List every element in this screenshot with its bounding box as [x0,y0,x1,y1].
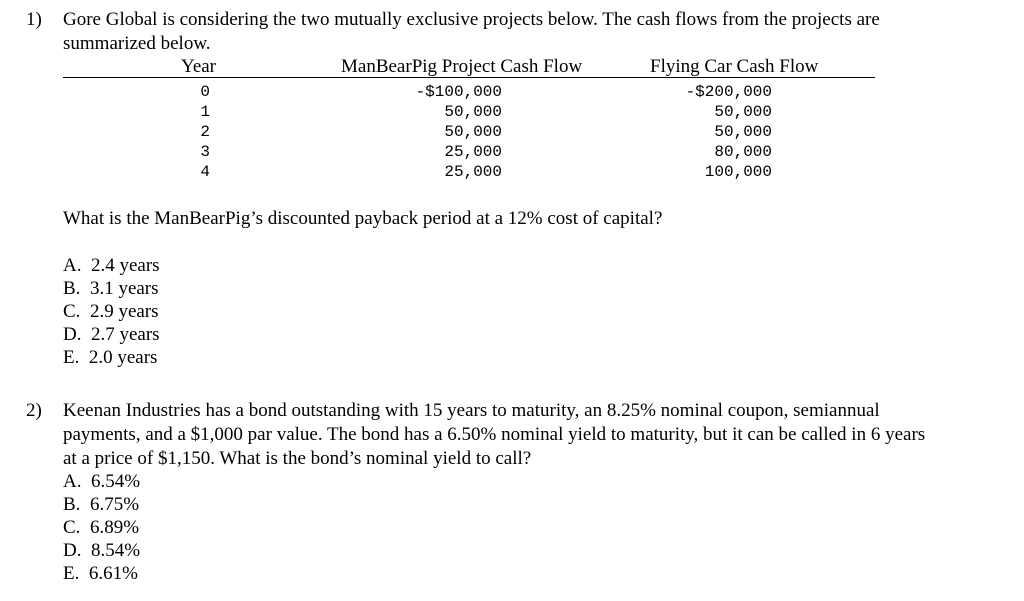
q2-option [63,472,140,491]
q1-option [63,279,159,298]
year-cell: 3 [200,143,210,161]
option-text: 2.0 years [88,347,158,368]
q2-line1: Keenan Industries has a bond outstanding with 15 years to maturity, an 8.25% nominal coupon, semiannual [63,400,880,421]
q1-intro-line2: summarized below. [63,33,211,54]
option-text: 6.61% [88,563,138,584]
option-text: 2.7 years [90,324,160,345]
header-flying-car: Flying Car Cash Flow [650,56,819,77]
year-cell: 4 [200,163,210,181]
q1-number: 1) [26,9,42,30]
flying-car-cell: -$200,000 [685,83,772,101]
table-header-rule [63,77,875,78]
option-text: 6.54% [90,471,141,492]
option-text: 2.4 years [90,255,160,276]
option-label: C. [63,301,81,322]
manbearpig-cell: 25,000 [444,143,502,161]
option-label: B. [63,278,81,299]
q2-number: 2) [26,400,42,421]
q2-option [63,564,138,583]
q1-question: What is the ManBearPig’s discounted payback period at a 12% cost of capital? [63,208,663,229]
option-label: A. [63,471,82,492]
option-label: D. [63,324,82,345]
q1-option [63,256,160,275]
option-text: 2.9 years [89,301,159,322]
option-text: 6.89% [89,517,140,538]
option-label: C. [63,517,81,538]
manbearpig-cell: 25,000 [444,163,502,181]
manbearpig-cell: 50,000 [444,123,502,141]
q1-option [63,302,159,321]
year-cell: 0 [200,83,210,101]
header-manbearpig: ManBearPig Project Cash Flow [341,56,583,77]
year-cell: 2 [200,123,210,141]
option-label: D. [63,540,82,561]
q2-option [63,495,139,514]
option-text: 8.54% [90,540,141,561]
q1-intro-line1: Gore Global is considering the two mutually exclusive projects below. The cash flows from the projects are [63,9,880,30]
flying-car-cell: 50,000 [714,123,772,141]
q2-option [63,518,139,537]
option-label: B. [63,494,81,515]
q2-option [63,541,140,560]
option-label: A. [63,255,82,276]
manbearpig-cell: 50,000 [444,103,502,121]
option-text: 6.75% [89,494,140,515]
q1-option [63,348,157,367]
flying-car-cell: 80,000 [714,143,772,161]
q1-option [63,325,160,344]
option-label: E. [63,347,80,368]
option-label: E. [63,563,80,584]
manbearpig-cell: -$100,000 [415,83,502,101]
header-year: Year [181,56,217,77]
option-text: 3.1 years [89,278,159,299]
flying-car-cell: 50,000 [714,103,772,121]
year-cell: 1 [200,103,210,121]
flying-car-cell: 100,000 [704,163,772,181]
q2-line2: payments, and a $1,000 par value. The bond has a 6.50% nominal yield to maturity, but it can be called in 6 years [63,424,926,445]
q2-line3: at a price of $1,150. What is the bond’s nominal yield to call? [63,448,532,469]
